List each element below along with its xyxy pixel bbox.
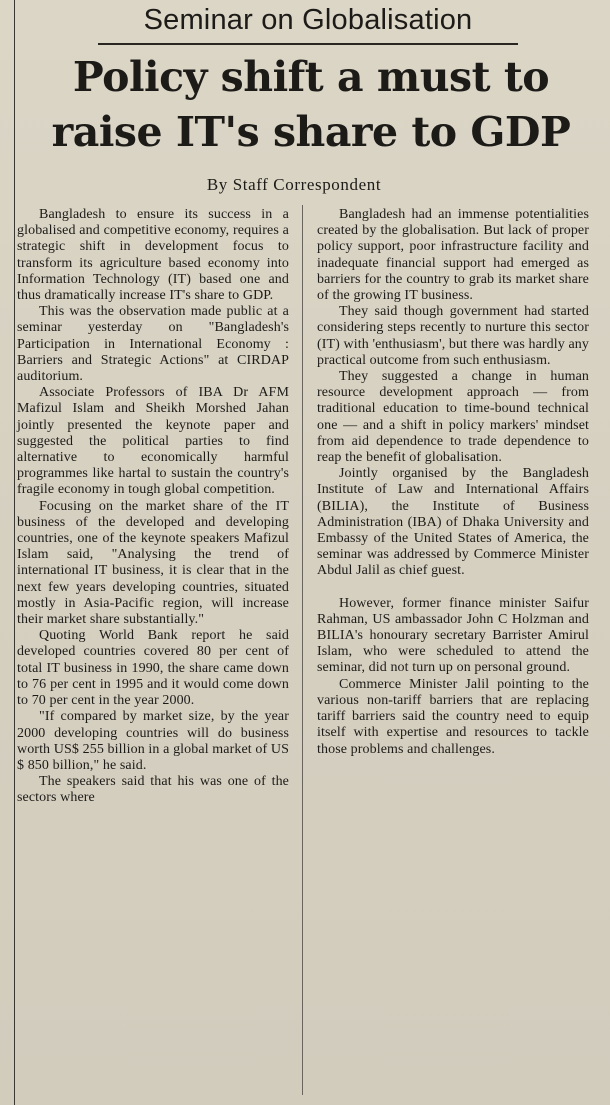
paragraph: The speakers said that his was one of the sectors where <box>17 774 289 806</box>
paragraph: They said though government had started considering steps recently to nurture this sector (IT) with 'enthusiasm', but there was hardly any practical outcome from such enthusiasm. <box>317 304 589 368</box>
article-column-left <box>17 207 289 807</box>
column-divider <box>302 205 303 1095</box>
article-column-right <box>317 207 589 758</box>
kicker-heading: Seminar on Globalisation <box>143 4 473 36</box>
paragraph: However, former finance minister Saifur Rahman, US ambassador John C Holzman and BILIA's honourary secretary Barrister Amirul Islam, who were scheduled to attend the seminar, did not turn up on personal ground. <box>317 595 589 676</box>
paragraph: Commerce Minister Jalil pointing to the various non-tariff barriers that are replacing tariff barriers said the country need to equip itself with expertise and resources to tackle those problems and challenges. <box>317 676 589 757</box>
paragraph: Bangladesh to ensure its success in a globalised and competitive economy, requires a strategic shift in development focus to transform its agriculture based economy into Information Technology (IT) based one and thus dramatically increase IT's share to GDP. <box>17 207 289 304</box>
paragraph: Jointly organised by the Bangladesh Institute of Law and International Affairs (BILIA), the Institute of Business Administration (IBA) of Dhaka University and Embassy of the United States of America, the seminar was addressed by Commerce Minister Abdul Jalil as chief guest. <box>317 466 589 579</box>
column-rule-left <box>14 0 15 1105</box>
paragraph: Bangladesh had an immense potentialities created by the globalisation. But lack of proper policy support, poor infrastructure facility and inadequate financial support had emerged as barriers for the country to grab its market share of the growing IT business. <box>317 207 589 304</box>
headline <box>16 50 606 160</box>
paragraph: They suggested a change in human resource development approach — from traditional education to time-bound technical one — and a shift in policy markers' mindset from aid dependence to trade dependence to reap the benefit of globalisation. <box>317 369 589 466</box>
byline: By Staff Correspondent <box>206 175 382 194</box>
paragraph-gap <box>317 580 589 596</box>
kicker-underline <box>98 43 518 45</box>
paragraph: Focusing on the market share of the IT business of the developed and developing countries, one of the keynote speakers Mafizul Islam said, "Analysing the trend of international IT business, it is clear that in the next few years developing countries, situated mostly in Asia-Pacific region, will increase their market share substantially." <box>17 498 289 628</box>
paragraph: "If compared by market size, by the year 2000 developing countries will do business worth US$ 255 billion in a global market of US $ 850 billion," he said. <box>17 709 289 773</box>
paragraph: This was the observation made public at a seminar yesterday on "Bangladesh's Participation in International Economy : Barriers and Strategic Actions" at CIRDAP auditorium. <box>17 304 289 385</box>
headline-line-1: Policy shift a must to <box>72 53 550 101</box>
headline-line-2: raise IT's share to GDP <box>51 108 571 156</box>
paragraph: Quoting World Bank report he said developed countries covered 80 per cent of total IT business in 1990, the share came down to 76 per cent in 1995 and it would come down to 70 per cent in the year 2000. <box>17 628 289 709</box>
paragraph: Associate Professors of IBA Dr AFM Mafizul Islam and Sheikh Morshed Jahan jointly presented the keynote paper and suggested the political parties to find alternative to economically harmful programmes like hartal to sustain the country's fragile economy in tough global competition. <box>17 385 289 498</box>
